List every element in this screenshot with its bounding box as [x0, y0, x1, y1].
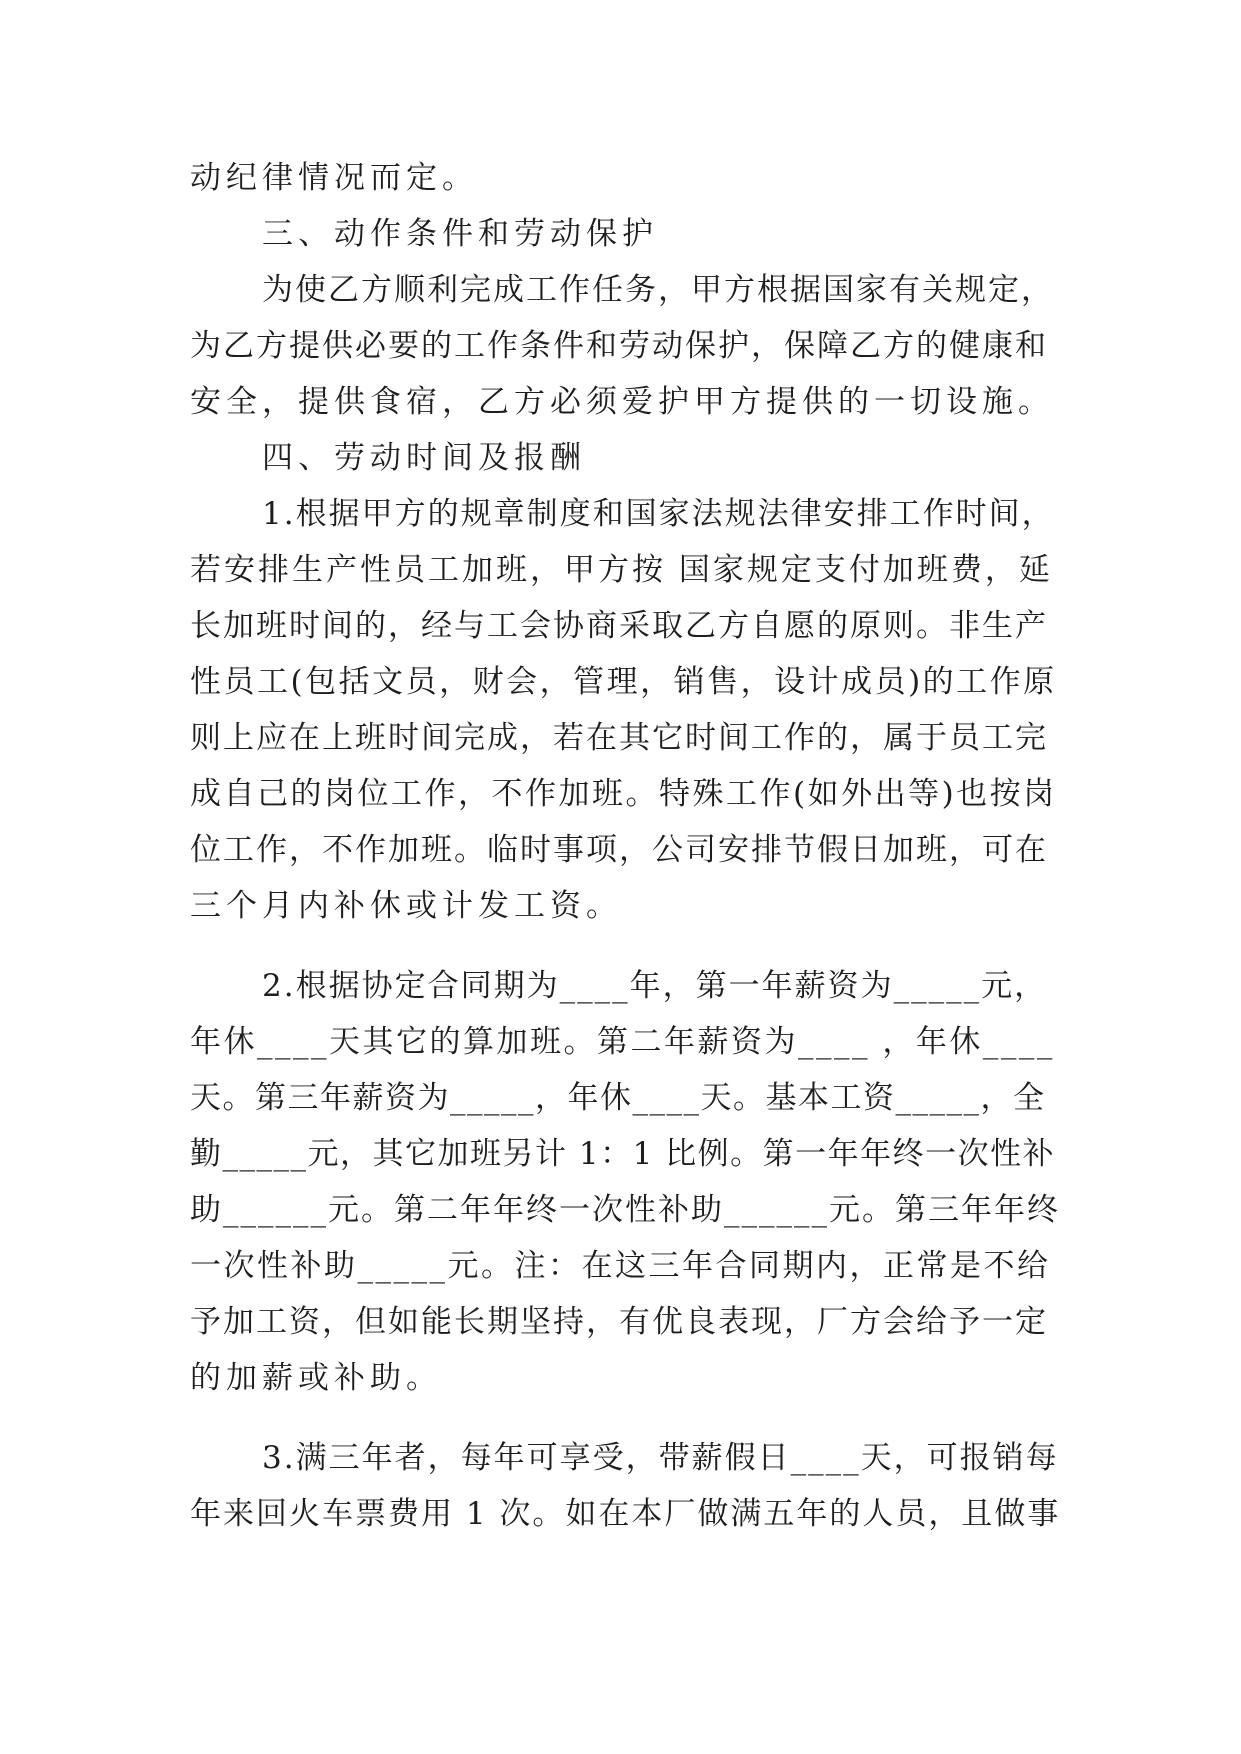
clause-2-line: 勤_____元，其它加班另计 1：1 比例。第一年年终一次性补 [190, 1136, 1056, 1172]
clause-2-line: 的加薪或补助。 [190, 1360, 442, 1396]
clause-2-line: 予加工资，但如能长期坚持，有优良表现，厂方会给予一定 [190, 1304, 1048, 1340]
clause-1-line: 三个月内补休或计发工资。 [190, 888, 622, 924]
paragraph-line: 安全，提供食宿，乙方必须爱护甲方提供的一切设施。 [190, 384, 1054, 420]
clause-1-line: 性员工(包括文员，财会，管理，销售，设计成员)的工作原 [190, 664, 1057, 700]
clause-1-line: 成自己的岗位工作，不作加班。特殊工作(如外出等)也按岗 [190, 776, 1057, 812]
clause-2-line: 年休____天其它的算加班。第二年薪资为____ ，年休____ [190, 1024, 1055, 1060]
clause-1-line: 若安排生产性员工加班，甲方按 国家规定支付加班费，延 [190, 552, 1053, 588]
paragraph-line: 动纪律情况而定。 [190, 160, 478, 196]
clause-3-line: 年来回火车票费用 1 次。如在本厂做满五年的人员，且做事 [190, 1496, 1061, 1532]
clause-1-line: 则上应在上班时间完成，若在其它时间工作的，属于员工完 [190, 720, 1048, 756]
section-heading-working-conditions: 三、动作条件和劳动保护 [262, 216, 658, 252]
section-heading-working-hours: 四、劳动时间及报酬 [262, 440, 586, 476]
clause-1-line: 1.根据甲方的规章制度和国家法规法律安排工作时间， [262, 496, 1055, 532]
clause-2-line: 天。第三年薪资为_____，年休____天。基本工资_____，全 [190, 1080, 1046, 1116]
clause-1-line: 长加班时间的，经与工会协商采取乙方自愿的原则。非生产 [190, 608, 1048, 644]
contract-body-text [190, 150, 1060, 1542]
paragraph-line: 为乙方提供必要的工作条件和劳动保护，保障乙方的健康和 [190, 328, 1048, 364]
paragraph-spacer [190, 934, 1060, 958]
clause-3-line: 3.满三年者，每年可享受，带薪假日____天，可报销每 [262, 1440, 1059, 1476]
paragraph-line: 为使乙方顺利完成工作任务，甲方根据国家有关规定， [262, 272, 1054, 308]
paragraph-spacer [190, 1406, 1060, 1430]
clause-1-line: 位工作，不作加班。临时事项，公司安排节假日加班，可在 [190, 832, 1048, 868]
clause-2-line: 一次性补助_____元。注：在这三年合同期内，正常是不给 [190, 1248, 1051, 1284]
clause-2-line: 助______元。第二年年终一次性补助______元。第三年年终 [190, 1192, 1060, 1228]
clause-2-line: 2.根据协定合同期为____年，第一年薪资为_____元， [262, 968, 1048, 1004]
